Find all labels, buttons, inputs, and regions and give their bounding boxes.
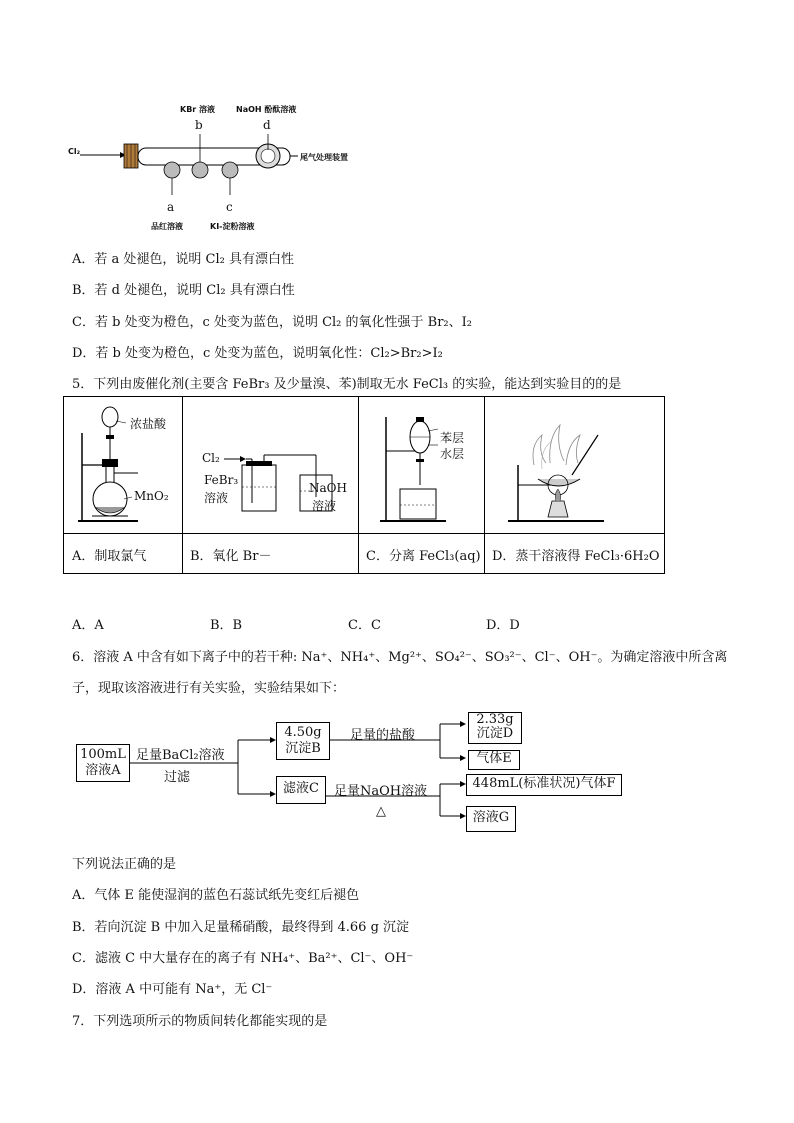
flow-heat-symbol: △ <box>376 804 386 819</box>
flow-step1-reagent: 足量BaCl₂溶液 <box>136 748 225 763</box>
q4-option-c: C．若 b 处变为橙色，c 处变为蓝色，说明 Cl₂ 的氧化性强于 Br₂、I₂ <box>72 315 472 330</box>
q6-stem-line1: 6．溶液 A 中含有如下离子中的若干种: Na⁺、NH₄⁺、Mg²⁺、SO₄²⁻、SO₃²⁻、Cl⁻、OH⁻。为确定溶液中所含离 <box>72 650 728 665</box>
q6-stem-line2: 子，现取该溶液进行有关实验，实验结果如下： <box>72 681 346 696</box>
flow-box-precipitate-d: 2.33g 沉淀D <box>468 712 522 744</box>
q6-option-a: A．气体 E 能使湿润的蓝色石蕊试纸先变红后褪色 <box>72 888 360 903</box>
flow-box-gas-f: 448mL(标准状况)气体F <box>466 774 622 796</box>
q5-apparatus-table <box>63 396 665 574</box>
febr3-label: FeBr₃ <box>204 473 239 487</box>
q4-option-a: A．若 a 处褪色，说明 Cl₂ 具有漂白性 <box>72 252 294 267</box>
tail-gas-label: 尾气处理装置 <box>300 153 348 162</box>
naoh-label: NaOH <box>309 481 347 495</box>
benzene-layer-label: 苯层 <box>440 431 465 445</box>
evaporation-setup-drawing <box>494 405 662 529</box>
ki-starch-label: KI-淀粉溶液 <box>210 222 255 231</box>
q4-option-b: B．若 d 处褪色，说明 Cl₂ 具有漂白性 <box>72 283 295 298</box>
flow-box-filtrate-c: 滤液C <box>276 776 326 804</box>
naoh-solution-label: 溶液 <box>312 499 337 513</box>
letter-c: c <box>226 200 233 214</box>
febr3-solution-label: 溶液 <box>204 491 229 505</box>
q5-cell-a-caption: A．制取氯气 <box>72 549 147 564</box>
b-cl2-label: Cl₂ <box>202 451 220 465</box>
q5-answer-a: A．A <box>72 618 104 633</box>
cl2-label: Cl₂ <box>68 147 81 156</box>
q6-question: 下列说法正确的是 <box>72 857 177 872</box>
flow-step1-filter: 过滤 <box>164 770 191 785</box>
q5-cell-c-caption: C．分离 FeCl₃(aq) <box>366 549 481 564</box>
flow-step3-reagent: 足量NaOH溶液 <box>334 784 428 799</box>
q6-option-d: D．溶液 A 中可能有 Na⁺，无 Cl⁻ <box>72 982 273 997</box>
gas-tube-apparatus-drawing <box>60 98 380 238</box>
q4-option-d: D．若 b 处变为橙色，c 处变为蓝色，说明氧化性：Cl₂>Br₂>I₂ <box>72 346 443 361</box>
flow-step2-reagent: 足量的盐酸 <box>350 728 416 743</box>
conc-hcl-label: 浓盐酸 <box>130 417 167 431</box>
mno2-label: MnO₂ <box>134 489 169 503</box>
q6-option-c: C．滤液 C 中大量存在的离子有 NH₄⁺、Ba²⁺、Cl⁻、OH⁻ <box>72 951 414 966</box>
letter-a: a <box>167 200 175 214</box>
q5-answer-c: C．C <box>348 618 381 633</box>
letter-b: b <box>195 118 203 132</box>
q6-option-b: B．若向沉淀 B 中加入足量稀硝酸，最终得到 4.66 g 沉淀 <box>72 920 410 935</box>
flow-box-solution-a: 100mL 溶液A <box>76 744 130 782</box>
water-layer-label: 水层 <box>440 447 465 461</box>
naoh-phenol-label: NaOH 酚酞溶液 <box>236 105 297 114</box>
flow-box-precipitate-b: 4.50g 沉淀B <box>276 722 330 760</box>
separatory-funnel-drawing <box>370 407 480 527</box>
pinhong-label: 品红溶液 <box>151 222 183 231</box>
q5-cell-d-caption: D．蒸干溶液得 FeCl₃·6H₂O <box>492 549 660 564</box>
q7-stem: 7．下列选项所示的物质间转化都能实现的是 <box>72 1014 328 1029</box>
kbr-label: KBr 溶液 <box>180 105 216 114</box>
q5-answer-b: B．B <box>210 618 243 633</box>
q5-cell-b-caption: B．氧化 Br－ <box>190 549 272 564</box>
q5-answer-d: D．D <box>486 618 520 633</box>
q5-stem: 5．下列由废催化剂(主要含 FeBr₃ 及少量溴、苯)制取无水 FeCl₃ 的实验，能达到实验目的的是 <box>72 377 622 392</box>
letter-d: d <box>263 118 271 132</box>
flow-box-gas-e: 气体E <box>468 750 520 770</box>
flow-box-solution-g: 溶液G <box>466 806 516 832</box>
